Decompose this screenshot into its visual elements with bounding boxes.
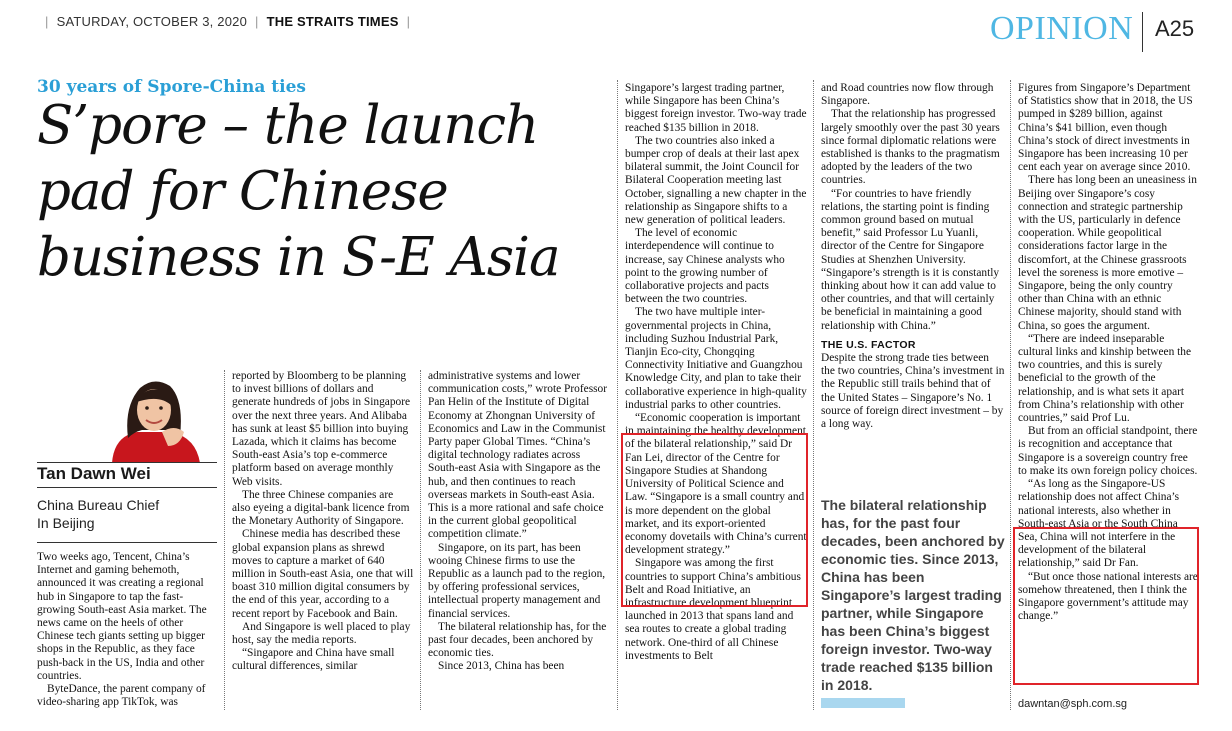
paragraph: Since 2013, China has been (438, 660, 565, 673)
paragraph: “For countries to have friendly relations, the starting point is finding common ground based on mutual benefit,” said Professor Lu Yuanli, director of the Centre for Singapore Studies at Shenzhen University. “Singapore’s strength is it is constantly thinking about how it can add value to other countries, and that will certainly be beneficial in maintaining a good relationship with China.” (821, 187, 1000, 332)
paragraph: Singapore’s largest trading partner, while Singapore has been China’s biggest foreign investor. Two-way trade reached $135 billion in 2018. (625, 82, 807, 134)
author-role-block (37, 496, 159, 532)
author-email: dawntan@sph.com.sg (1018, 698, 1128, 710)
paragraph: And Singapore is well placed to play host, say the media reports. (232, 620, 411, 647)
paragraph: Chinese media has described these global expansion plans as shrewd moves to capture a market of 640 million in South-east Asia, one that will boast 310 million digital consumers by the end of this year, according to a recent report by Facebook and Bain. (232, 528, 414, 620)
section-title: OPINION (990, 10, 1134, 47)
paragraph: and Road countries now flow through Singapore. (821, 82, 994, 108)
paragraph: That the relationship has progressed largely smoothly over the past 30 years since formal diplomatic relations were established is thanks to the pragmatism adopted by the leaders of the two countries. (821, 108, 1000, 187)
column-divider (224, 370, 225, 710)
paragraph: “Singapore and China have small cultural differences, similar (232, 647, 395, 673)
paragraph: “But once those national interests are somehow threatened, then I think the Singapore government’s attitude may change.” (1018, 570, 1198, 623)
masthead-separator: | (45, 14, 49, 29)
paragraph: “Economic cooperation is important in maintaining the healthy development of the bilateral relationship,” said Dr Fan Lei, director of the Centre for Singapore Studies at Shandong University of Political Science and Law. “Singapore is a small country and is more dependent on the global market, and its export-oriented economy dovetails with China’s current development strategy.” (625, 412, 807, 557)
article-column-2 (232, 370, 414, 674)
paragraph: “As long as the Singapore-US relationship does not affect China’s national interests, also whether in South-east Asia or the South China Sea, China will not interfere in the development of the bilateral relationship,” said Dr Fan. (1018, 478, 1180, 570)
masthead-separator: | (406, 14, 411, 29)
byline-rule-top (37, 462, 217, 463)
header-divider (1142, 12, 1143, 52)
page-number: A25 (1155, 16, 1195, 41)
column-divider (813, 80, 814, 710)
author-role: China Bureau Chief (37, 497, 160, 513)
article-column-5 (821, 82, 1005, 431)
paragraph: The two have multiple inter-governmental projects in China, including Suzhou Industrial Park, Tianjin Eco-city, Chongqing Connectivity Initiative and Guangzhou Knowledge City, and plan to take their collaborative experience in high-quality industrial parks to other countries. (625, 306, 807, 411)
paragraph: Singapore was among the first countries to support China’s ambitious Belt and Road Initiative, an infrastructure development blueprint launched in 2013 that spans land and sea routes to create a global trading network. One-third of all Chinese investments to Belt (625, 557, 801, 662)
paragraph: The two countries also inked a bumper crop of deals at their last apex bilateral summit, the Joint Council for Bilateral Cooperation meeting last October, signalling a new chapter in the relationship as Singapore shifts to a new generation of political leaders. (625, 134, 807, 227)
author-name: Tan Dawn Wei (37, 464, 151, 483)
article-column-3 (428, 370, 610, 674)
highlight-box (621, 433, 808, 607)
paragraph: The three Chinese companies are also eyeing a digital-bank licence from the Monetary Authority of Singapore. (232, 488, 410, 528)
paragraph: “There are indeed inseparable cultural links and kinship between the two countries, and this is surely beneficial to the growth of the relationship, and is what sets it apart from China’s relationship with other countries,” said Prof Lu. (1018, 332, 1192, 425)
section-subhead: THE U.S. FACTOR (821, 338, 916, 351)
newspaper-name: THE STRAITS TIMES (266, 14, 399, 29)
paragraph: Despite the strong trade ties between the two countries, China’s investment in the Republic still trails behind that of the United States – Singapore’s No. 1 source of foreign direct investment – by a long way. (821, 352, 1005, 431)
paragraph: reported by Bloomberg to be planning to invest billions of dollars and generate hundreds of jobs in Singapore over the next three years. And Alibaba has sunk at least $5 billion into buying Lazada, which it claims has become South-east Asia’s top e-commerce platform based on average monthly Web visits. (232, 370, 411, 488)
paragraph: Two weeks ago, Tencent, China’s Internet and gaming behemoth, announced it was creating a regional hub in Singapore to tap the fast-growing South-east Asia market. The news came on the heels of other Chinese tech giants setting up bigger shops in the Republic, as they face push-back in the US, India and other countries. (37, 551, 207, 682)
author-portrait-image (92, 366, 215, 463)
article-headline: S’pore – the launch pad for Chinese business in S-E Asia (37, 95, 560, 288)
column-divider (420, 370, 421, 710)
paragraph: There has long been an uneasiness in Beijing over Singapore’s cosy connection and strategic partnership with the US, particularly in defence cooperation. While geopolitical considerations factor large in the discomfort, at the Chinese grassroots level the soreness is more emotive – Singapore, being the only country other than China with an ethnic Chinese majority, should stand with China, so goes the argument. (1018, 174, 1197, 332)
column-divider (1010, 80, 1011, 710)
pull-quote-bar (821, 698, 905, 708)
article-kicker: 30 years of Spore-China ties (37, 77, 306, 97)
issue-date: SATURDAY, OCTOBER 3, 2020 (56, 14, 248, 29)
highlight-box (1013, 527, 1199, 685)
paragraph: Figures from Singapore’s Department of Statistics show that in 2018, the US pumped in $289 billion, against China’s $41 billion, even though China’s stock of direct investments in Singapore has been increasing 10 per cent each year on average since 2010. (1018, 82, 1193, 174)
column-divider (617, 80, 618, 710)
author-location: In Beijing (37, 515, 95, 531)
byline-rule-bottom (37, 487, 217, 488)
article-column-1 (37, 551, 217, 709)
author-photo (92, 366, 215, 463)
paragraph: ByteDance, the parent company of video-sharing app TikTok, was (37, 683, 206, 709)
paragraph: But from an official standpoint, there is recognition and acceptance that Singapore is a sovereign country free to make its own foreign policy choices. (1018, 425, 1198, 477)
pull-quote: The bilateral relationship has, for the past four decades, been anchored by economic ties. Since 2013, China has been Singapore’s largest trading partner, while Singapore has been China’s biggest foreign investor. Two-way trade reached $135 billion in 2018. (821, 497, 1005, 693)
paragraph: The level of economic interdependence will continue to increase, say Chinese analysts who point to the growing number of collaborative projects and pacts between the two countries. (625, 227, 785, 306)
paragraph: Singapore, on its part, has been wooing Chinese firms to use the Republic as a launch pad to the region, by offering professional services, intellectual property management and financial services. (428, 541, 606, 620)
paragraph: The bilateral relationship has, for the past four decades, been anchored by economic ties. (428, 620, 607, 660)
byline-rule-end (37, 542, 217, 543)
masthead (37, 14, 418, 29)
masthead-separator: | (255, 14, 259, 29)
paragraph: administrative systems and lower communication costs,” wrote Professor Pan Helin of the Institute of Digital Economy at Zhongnan University of Economics and Law in the Communist Party paper Global Times. “China’s digital technology radiates across South-east Asia with Singapore as the hub, and then continues to reach overseas markets in South-east Asia. This is a more rational and safe choice in the current global geopolitical competition climate.” (428, 370, 608, 541)
